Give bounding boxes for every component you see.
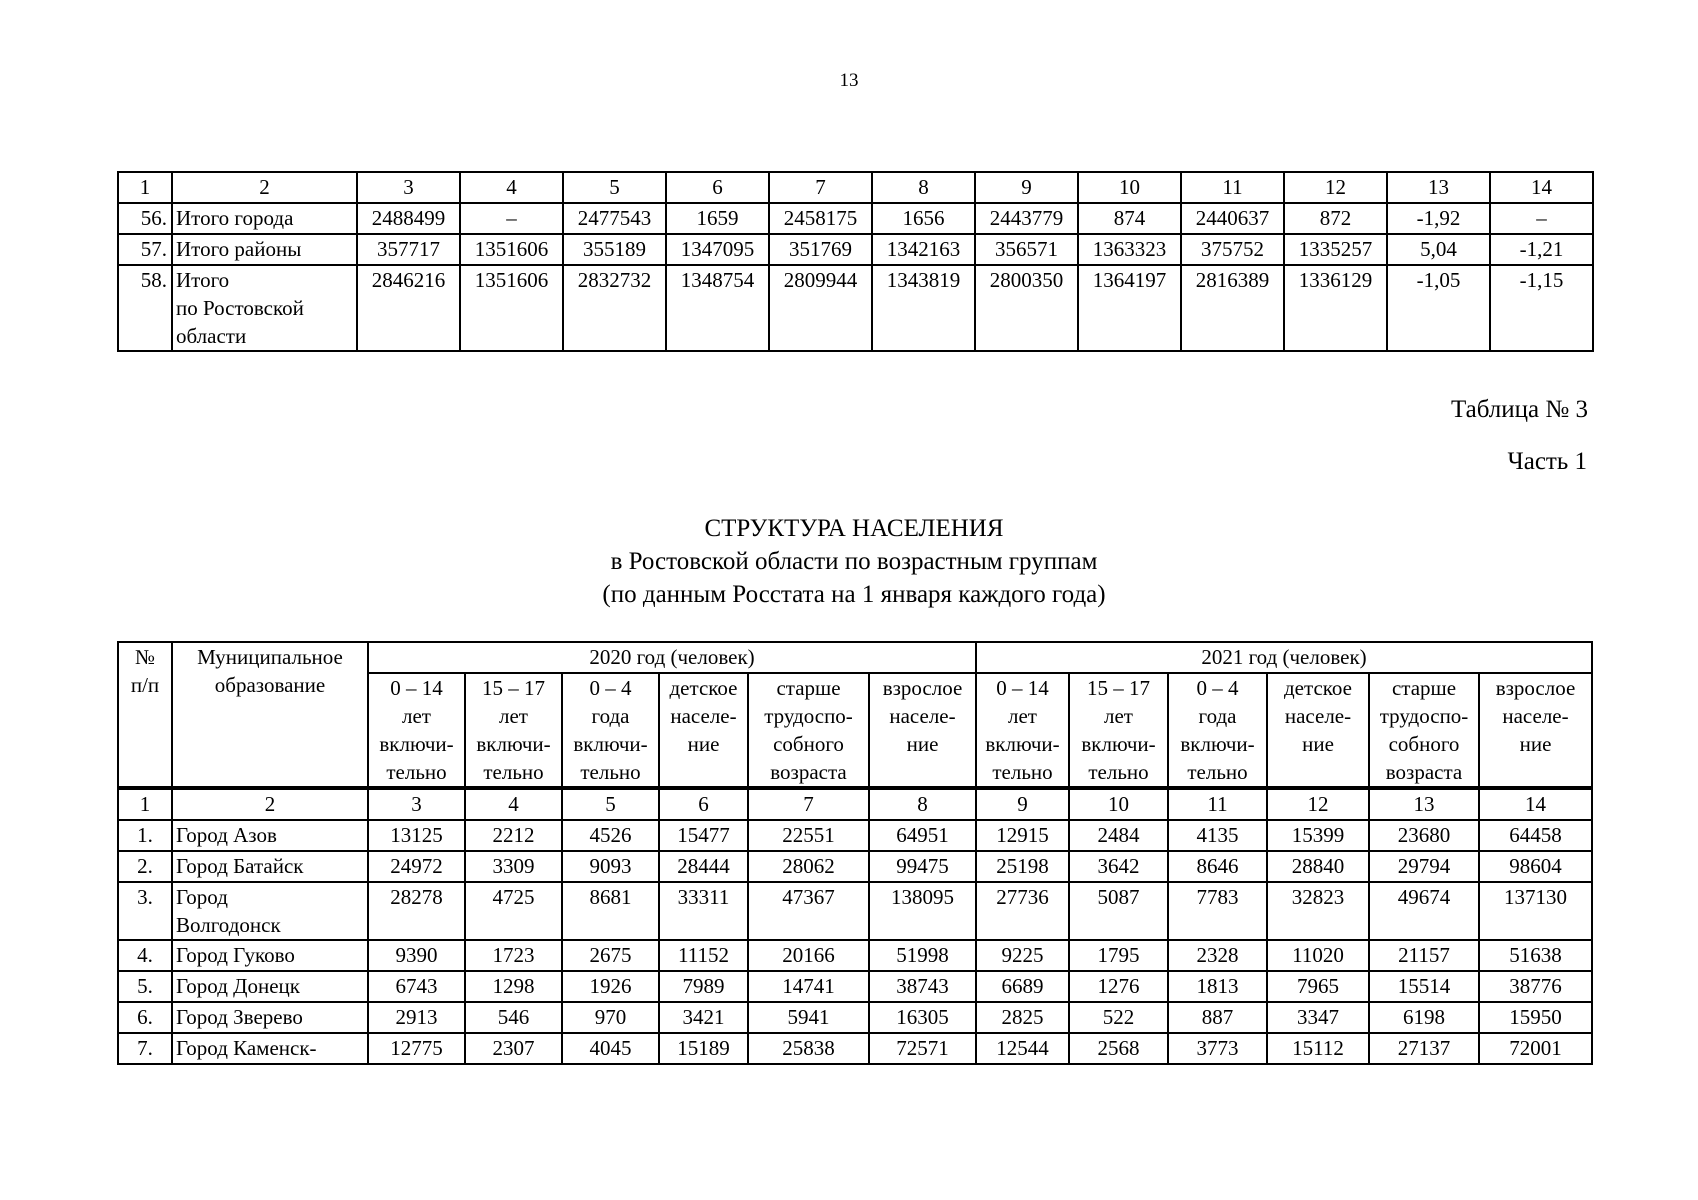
header-year-2020: 2020 год (человек)	[368, 642, 976, 673]
table-cell: 546	[465, 1002, 562, 1033]
table-cell: 2809944	[769, 265, 872, 351]
table-cell: 12775	[368, 1033, 465, 1064]
table-cell: 1335257	[1284, 234, 1387, 265]
table-row	[118, 265, 1593, 351]
table-cell: 5941	[748, 1002, 869, 1033]
row-number: 58.	[118, 265, 172, 351]
table-cell: 6198	[1369, 1002, 1479, 1033]
table-cell: 970	[562, 1002, 659, 1033]
row-number: 3.	[118, 882, 172, 940]
table-cell: 4045	[562, 1033, 659, 1064]
table-cell: 2800350	[975, 265, 1078, 351]
column-number: 12	[1284, 172, 1387, 203]
table-cell: 4135	[1168, 820, 1267, 851]
table-cell: 12544	[976, 1033, 1069, 1064]
column-number: 11	[1168, 788, 1267, 820]
header-age-group-2021: 15 – 17 лет включи- тельно	[1069, 673, 1168, 788]
table-cell: 25838	[748, 1033, 869, 1064]
table-cell: 1276	[1069, 971, 1168, 1002]
table-cell: 6689	[976, 971, 1069, 1002]
table-cell: 3642	[1069, 851, 1168, 882]
column-number: 5	[563, 172, 666, 203]
table-cell: 24972	[368, 851, 465, 882]
table-cell: 11020	[1267, 940, 1369, 971]
column-number: 14	[1490, 172, 1593, 203]
population-structure-table	[117, 641, 1593, 1065]
column-number: 4	[465, 788, 562, 820]
header-municipality: Муниципальное образование	[172, 642, 368, 788]
table-cell: 14741	[748, 971, 869, 1002]
municipality-name: Итого по Ростовской области	[172, 265, 357, 351]
column-number: 13	[1387, 172, 1490, 203]
table-cell: 7965	[1267, 971, 1369, 1002]
table-cell: 27736	[976, 882, 1069, 940]
title-line-2: в Ростовской области по возрастным группам	[610, 548, 1098, 575]
table-cell: 375752	[1181, 234, 1284, 265]
column-number: 4	[460, 172, 563, 203]
table-cell: 3421	[659, 1002, 748, 1033]
table-cell: 137130	[1479, 882, 1592, 940]
row-number: 2.	[118, 851, 172, 882]
table-cell: 64458	[1479, 820, 1592, 851]
table-cell: 47367	[748, 882, 869, 940]
column-number: 8	[872, 172, 975, 203]
table-continuation	[117, 171, 1594, 352]
header-age-group-2021: взрослое населе- ние	[1479, 673, 1592, 788]
municipality-name: Город Батайск	[172, 851, 368, 882]
table-cell: 22551	[748, 820, 869, 851]
column-number: 10	[1069, 788, 1168, 820]
table-cell: 3309	[465, 851, 562, 882]
table-cell: 2846216	[357, 265, 460, 351]
column-number-row	[118, 172, 1593, 203]
table-cell: 15514	[1369, 971, 1479, 1002]
table-cell: 7989	[659, 971, 748, 1002]
municipality-name: Город Азов	[172, 820, 368, 851]
title-line-3: (по данным Росстата на 1 января каждого года)	[602, 581, 1106, 608]
table-cell: 38776	[1479, 971, 1592, 1002]
column-number: 7	[769, 172, 872, 203]
table-label: Таблица № 3	[1450, 396, 1588, 423]
table-cell: 1351606	[460, 265, 563, 351]
table-cell: 1813	[1168, 971, 1267, 1002]
table-row	[118, 1033, 1592, 1064]
municipality-name: Город Гуково	[172, 940, 368, 971]
table-cell: -1,15	[1490, 265, 1593, 351]
row-number: 1.	[118, 820, 172, 851]
table-cell: 2488499	[357, 203, 460, 234]
municipality-name: Итого города	[172, 203, 357, 234]
table-cell: 1351606	[460, 234, 563, 265]
table-cell: 51638	[1479, 940, 1592, 971]
municipality-name: Итого районы	[172, 234, 357, 265]
table-row	[118, 851, 1592, 882]
table-cell: 2816389	[1181, 265, 1284, 351]
table-cell: 1298	[465, 971, 562, 1002]
table-row	[118, 203, 1593, 234]
table-cell: 98604	[1479, 851, 1592, 882]
table-cell: 27137	[1369, 1033, 1479, 1064]
column-number: 14	[1479, 788, 1592, 820]
table-cell: 2440637	[1181, 203, 1284, 234]
table-cell: 3773	[1168, 1033, 1267, 1064]
table-row	[118, 820, 1592, 851]
header-age-group-2021: 0 – 14 лет включи- тельно	[976, 673, 1069, 788]
table-cell: 2675	[562, 940, 659, 971]
column-number: 3	[368, 788, 465, 820]
column-number-row	[118, 788, 1592, 820]
table-cell: 1343819	[872, 265, 975, 351]
header-age-group-2020: взрослое населе- ние	[869, 673, 976, 788]
table-cell: 15950	[1479, 1002, 1592, 1033]
table-cell: 28840	[1267, 851, 1369, 882]
table-cell: 2913	[368, 1002, 465, 1033]
table-cell: 32823	[1267, 882, 1369, 940]
table-cell: 23680	[1369, 820, 1479, 851]
table-cell: 2568	[1069, 1033, 1168, 1064]
column-number: 5	[562, 788, 659, 820]
municipality-name: Город Каменск-	[172, 1033, 368, 1064]
table-row	[118, 1002, 1592, 1033]
table-cell: 1659	[666, 203, 769, 234]
column-number: 6	[666, 172, 769, 203]
table-cell: -1,05	[1387, 265, 1490, 351]
table-cell: 522	[1069, 1002, 1168, 1033]
table-cell: 874	[1078, 203, 1181, 234]
table-cell: 51998	[869, 940, 976, 971]
column-number: 9	[976, 788, 1069, 820]
table-cell: 2825	[976, 1002, 1069, 1033]
municipality-name: Город Зверево	[172, 1002, 368, 1033]
table-cell: 355189	[563, 234, 666, 265]
header-year-2021: 2021 год (человек)	[976, 642, 1592, 673]
table-cell: 1363323	[1078, 234, 1181, 265]
table-cell: 15189	[659, 1033, 748, 1064]
table-cell: 1795	[1069, 940, 1168, 971]
row-number: 4.	[118, 940, 172, 971]
table-cell: 1347095	[666, 234, 769, 265]
header-age-group-2021: старше трудоспо- собного возраста	[1369, 673, 1479, 788]
table-cell: 20166	[748, 940, 869, 971]
municipality-name: Город Волгодонск	[172, 882, 368, 940]
table-cell: 2212	[465, 820, 562, 851]
table-cell: 1656	[872, 203, 975, 234]
header-age-group-2020: старше трудоспо- собного возраста	[748, 673, 869, 788]
municipality-name: Город Донецк	[172, 971, 368, 1002]
table-cell: 13125	[368, 820, 465, 851]
table-cell: 6743	[368, 971, 465, 1002]
table-cell: 8646	[1168, 851, 1267, 882]
table-cell: 2477543	[563, 203, 666, 234]
table-cell: 5,04	[1387, 234, 1490, 265]
header-age-group-2021: детское населе- ние	[1267, 673, 1369, 788]
header-number: № п/п	[118, 642, 172, 788]
table-cell: 351769	[769, 234, 872, 265]
table-row	[118, 234, 1593, 265]
table-cell: 3347	[1267, 1002, 1369, 1033]
table-cell: 9390	[368, 940, 465, 971]
table-cell: 4725	[465, 882, 562, 940]
table-row	[118, 940, 1592, 971]
table-cell: 357717	[357, 234, 460, 265]
page-number: 13	[839, 70, 859, 91]
table-cell: 49674	[1369, 882, 1479, 940]
table-cell: 11152	[659, 940, 748, 971]
header-age-group-2020: 0 – 14 лет включи- тельно	[368, 673, 465, 788]
table-cell: 15477	[659, 820, 748, 851]
row-number: 7.	[118, 1033, 172, 1064]
table-cell: -1,92	[1387, 203, 1490, 234]
row-number: 56.	[118, 203, 172, 234]
header-age-group-2020: детское населе- ние	[659, 673, 748, 788]
table-cell: 2307	[465, 1033, 562, 1064]
table-cell: 7783	[1168, 882, 1267, 940]
table-row	[118, 882, 1592, 940]
table-cell: –	[460, 203, 563, 234]
column-number: 2	[172, 788, 368, 820]
table-cell: 64951	[869, 820, 976, 851]
column-number: 13	[1369, 788, 1479, 820]
table-cell: 28444	[659, 851, 748, 882]
header-age-group-2020: 15 – 17 лет включи- тельно	[465, 673, 562, 788]
table-cell: 16305	[869, 1002, 976, 1033]
table-cell: 872	[1284, 203, 1387, 234]
table-cell: 1926	[562, 971, 659, 1002]
table-title	[117, 512, 1591, 611]
header-row-years	[118, 642, 1592, 673]
column-number: 6	[659, 788, 748, 820]
part-label: Часть 1	[1507, 448, 1587, 475]
table-cell: 21157	[1369, 940, 1479, 971]
table-cell: 1723	[465, 940, 562, 971]
table-cell: 1364197	[1078, 265, 1181, 351]
table-cell: 4526	[562, 820, 659, 851]
table-cell: 99475	[869, 851, 976, 882]
column-number: 12	[1267, 788, 1369, 820]
table-cell: 25198	[976, 851, 1069, 882]
table-cell: 15399	[1267, 820, 1369, 851]
row-number: 5.	[118, 971, 172, 1002]
table-cell: 33311	[659, 882, 748, 940]
table-cell: 2832732	[563, 265, 666, 351]
row-number: 6.	[118, 1002, 172, 1033]
table-cell: 15112	[1267, 1033, 1369, 1064]
table-cell: 2443779	[975, 203, 1078, 234]
header-age-group-2021: 0 – 4 года включи- тельно	[1168, 673, 1267, 788]
column-number: 2	[172, 172, 357, 203]
table-cell: –	[1490, 203, 1593, 234]
column-number: 7	[748, 788, 869, 820]
column-number: 3	[357, 172, 460, 203]
table-cell: 28062	[748, 851, 869, 882]
column-number: 1	[118, 172, 172, 203]
column-number: 10	[1078, 172, 1181, 203]
table-cell: 5087	[1069, 882, 1168, 940]
table-cell: 72001	[1479, 1033, 1592, 1064]
header-age-group-2020: 0 – 4 года включи- тельно	[562, 673, 659, 788]
table-cell: 9225	[976, 940, 1069, 971]
column-number: 11	[1181, 172, 1284, 203]
table-cell: 1342163	[872, 234, 975, 265]
table-cell: 1336129	[1284, 265, 1387, 351]
column-number: 1	[118, 788, 172, 820]
table-cell: -1,21	[1490, 234, 1593, 265]
table-cell: 28278	[368, 882, 465, 940]
table-cell: 2484	[1069, 820, 1168, 851]
table-cell: 72571	[869, 1033, 976, 1064]
column-number: 9	[975, 172, 1078, 203]
table-cell: 356571	[975, 234, 1078, 265]
table-cell: 887	[1168, 1002, 1267, 1033]
table-cell: 8681	[562, 882, 659, 940]
table-cell: 12915	[976, 820, 1069, 851]
column-number: 8	[869, 788, 976, 820]
table-row	[118, 971, 1592, 1002]
table-cell: 2458175	[769, 203, 872, 234]
title-line-1: СТРУКТУРА НАСЕЛЕНИЯ	[704, 515, 1004, 542]
table-cell: 1348754	[666, 265, 769, 351]
row-number: 57.	[118, 234, 172, 265]
table-cell: 29794	[1369, 851, 1479, 882]
table-cell: 9093	[562, 851, 659, 882]
table-cell: 138095	[869, 882, 976, 940]
table-cell: 38743	[869, 971, 976, 1002]
table-cell: 2328	[1168, 940, 1267, 971]
